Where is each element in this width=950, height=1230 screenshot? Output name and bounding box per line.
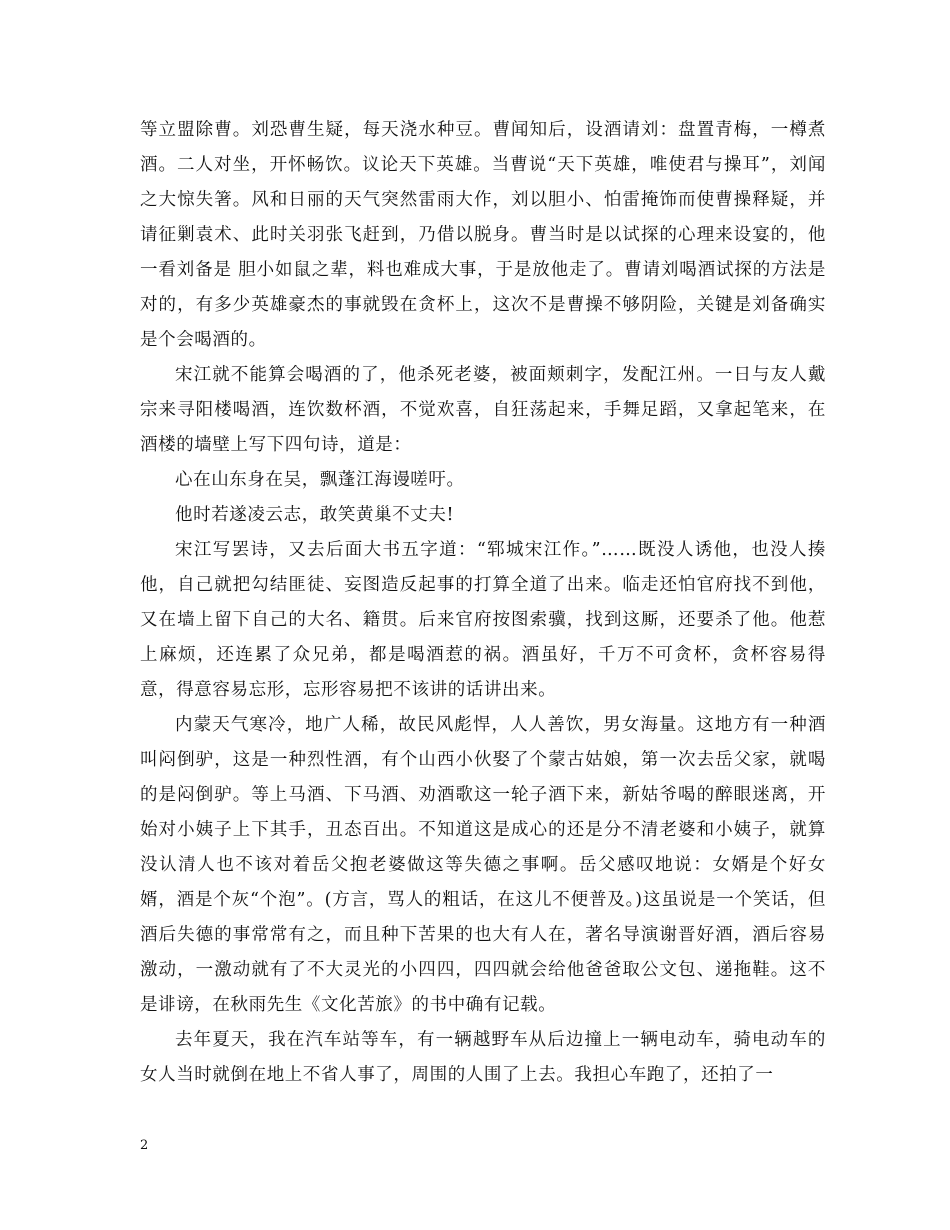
body-text [140, 113, 826, 1093]
paragraph-1: 等立盟除曹。刘恐曹生疑，每天浇水种豆。曹闻知后，设酒请刘：盘置青梅，一樽煮酒。二人对坐，开怀畅饮。议论天下英雄。当曹说“天下英雄，唯使君与操耳”，刘闻之大惊失箸。风和日丽的天气突然雷雨大作，刘以胆小、怕雷掩饰而使曹操释疑，并请征剿袁术、此时关羽张飞赶到，乃借以脱身。曹当时是以试探的心理来设宴的，他一看刘备是 胆小如鼠之辈，料也难成大事，于是放他走了。曹请刘喝酒试探的方法是对的，有多少英雄豪杰的事就毁在贪杯上，这次不是曹操不够阴险，关键是刘备确实是个会喝酒的。 [140, 120, 826, 350]
paragraph-2: 宋江就不能算会喝酒的了，他杀死老婆，被面颊刺字，发配江州。一日与友人戴宗来寻阳楼喝酒，连饮数杯酒，不觉欢喜，自狂荡起来，手舞足蹈，又拿起笔来，在酒楼的墙壁上写下四句诗，道是： [140, 365, 826, 455]
paragraph-4: 内蒙天气寒冷，地广人稀，故民风彪悍，人人善饮，男女海量。这地方有一种酒叫闷倒驴，这是一种烈性酒，有个山西小伙娶了个蒙古姑娘，第一次去岳父家，就喝的是闷倒驴。等上马酒、下马酒、劝酒歌这一轮子酒下来，新姑爷喝的醉眼迷离，开始对小姨子上下其手，丑态百出。不知道这是成心的还是分不清老婆和小姨子，就算没认清人也不该对着岳父抱老婆做这等失德之事啊。岳父感叹地说：女婿是个好女婿，酒是个灰“个泡”。(方言，骂人的粗话，在这儿不便普及。)这虽说是一个笑话，但酒后失德的事常常有之，而且种下苦果的也大有人在，著名导演谢晋好酒，酒后容易激动，一激动就有了不大灵光的小四四，四四就会给他爸爸取公文包、递拖鞋。这不是诽谤，在秋雨先生《文化苦旅》的书中确有记载。 [140, 715, 826, 1015]
page-number: 2 [140, 1138, 149, 1153]
poem-line-2: 他时若遂凌云志，敢笑黄巢不丈夫! [175, 505, 455, 525]
poem-line-1: 心在山东身在吴，飘蓬江海谩嗟吁。 [175, 470, 465, 490]
paragraph-5: 去年夏天，我在汽车站等车，有一辆越野车从后边撞上一辆电动车，骑电动车的女人当时就倒在地上不省人事了，周围的人围了上去。我担心车跑了，还拍了一 [140, 1030, 826, 1085]
paragraph-3: 宋江写罢诗，又去后面大书五字道：“郓城宋江作。”……既没人诱他，也没人揍他，自己就把勾结匪徒、妄图造反起事的打算全道了出来。临走还怕官府找不到他，又在墙上留下自己的大名、籍贯。后来官府按图索骥，找到这厮，还要杀了他。他惹上麻烦，还连累了众兄弟，都是喝酒惹的祸。酒虽好，千万不可贪杯，贪杯容易得意，得意容易忘形，忘形容易把不该讲的话讲出来。 [140, 540, 826, 700]
